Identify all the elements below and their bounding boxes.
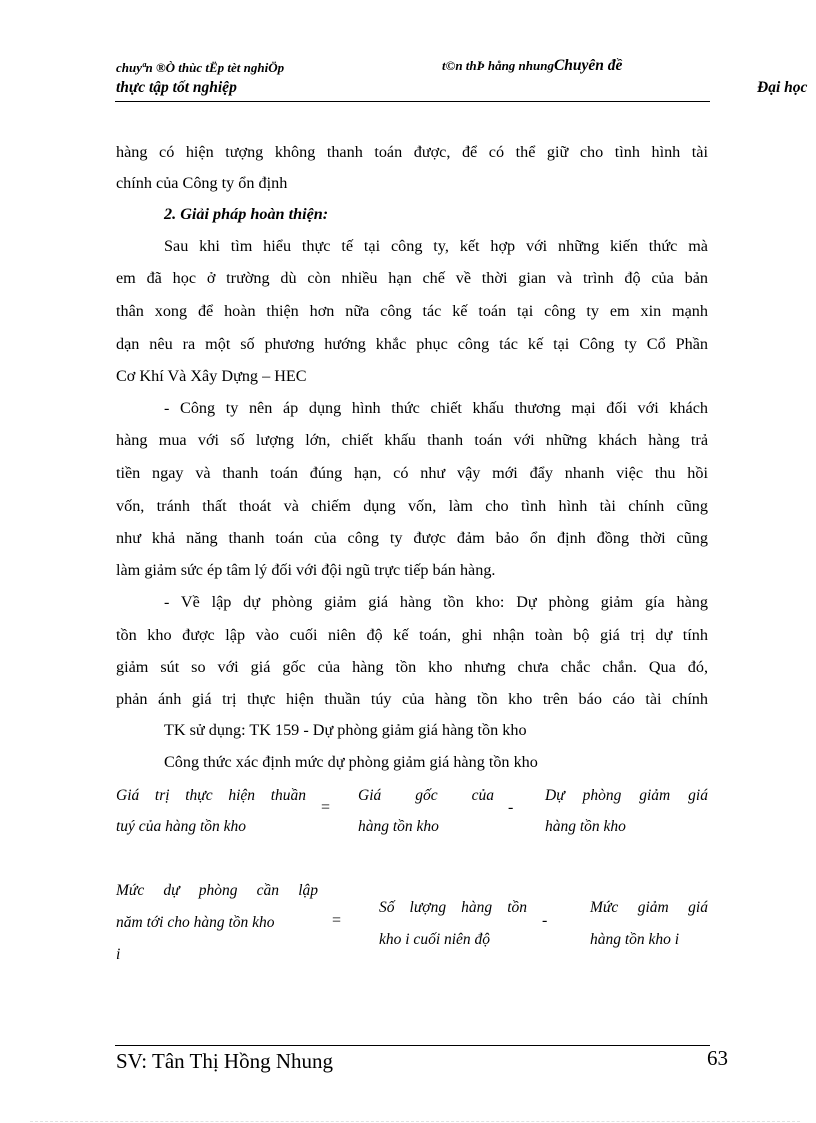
formula-2-equals: = xyxy=(332,912,342,929)
p1-line-1: hàng có hiện tượng không thanh toán được, để có thể giữ cho tình hình tài xyxy=(116,143,708,161)
p3-line-2: hàng mua với số lượng lớn, chiết khấu thanh toán với những khách hàng trả xyxy=(116,431,708,449)
footer-divider xyxy=(115,1045,710,1046)
p3-line-3: tiền ngay và thanh toán đúng hạn, có như vậy mới đẩy nhanh việc thu hồi xyxy=(116,464,708,482)
p3-line-1: - Công ty nên áp dụng hình thức chiết khấu thương mại đối với khách xyxy=(164,399,708,417)
header-center xyxy=(442,57,622,75)
header-right: Đại học xyxy=(757,79,808,96)
formula-2-minus: - xyxy=(542,912,548,929)
p2-line-4: dạn nêu ra một số phương hướng khắc phục công tác kế tại Công ty Cổ Phần xyxy=(116,335,708,353)
p2-line-2: em đã học ở trường dù còn nhiều hạn chế về thời gian và trình độ của bản xyxy=(116,269,708,287)
section-heading: 2. Giải pháp hoàn thiện: xyxy=(164,205,329,223)
formula-2-term-a-line-2: kho i cuối niên độ xyxy=(379,931,491,948)
formula-2-lhs-line-1: Mức dự phòng cần lập xyxy=(116,882,318,899)
p1-line-2: chính của Công ty ổn định xyxy=(116,174,288,192)
formula-2-lhs-line-2: năm tới cho hàng tồn kho xyxy=(116,914,275,931)
header-left-top: chuyªn ®Ò thùc tËp tèt nghiÖp xyxy=(116,60,285,75)
p4-line-2: tồn kho được lập vào cuối niên độ kế toán, ghi nhận toàn bộ giá trị dự tính xyxy=(116,626,708,644)
p2-line-5: Cơ Khí Và Xây Dựng – HEC xyxy=(116,367,307,385)
formula-1-minus: - xyxy=(508,799,514,816)
p3-line-6: làm giảm sức ép tâm lý đối với đội ngũ trực tiếp bán hàng. xyxy=(116,561,496,579)
p3-line-4: vốn, tránh thất thoát và chiếm dụng vốn, làm cho tình hình tài chính cũng xyxy=(116,497,708,515)
formula-2-term-a-line-1: Số lượng hàng tồn xyxy=(379,899,527,916)
p2-line-3: thân xong để hoàn thiện hơn nữa công tác kế toán tại công ty em xin mạnh xyxy=(116,302,708,320)
page-bottom-edge xyxy=(30,1121,800,1122)
header-center-title: Chuyên đề xyxy=(553,57,623,74)
p4-line-1: - Về lập dự phòng giảm giá hàng tồn kho: Dự phòng giảm gía hàng xyxy=(164,593,708,611)
formula-1-term-a-line-2: hàng tồn kho xyxy=(358,818,439,835)
page-number: 63 xyxy=(707,1046,728,1070)
formula-1-lhs-line-2: tuý của hàng tồn kho xyxy=(116,818,247,835)
formula-1-term-a-line-1: Giá gốc của xyxy=(358,787,494,804)
formula-1-equals: = xyxy=(321,799,331,816)
formula-2-term-b-line-2: hàng tồn kho i xyxy=(590,931,680,948)
formula-1-term-b-line-2: hàng tồn kho xyxy=(545,818,626,835)
tk-line: TK sử dụng: TK 159 - Dự phòng giảm giá hàng tồn kho xyxy=(164,721,527,739)
header-divider xyxy=(115,101,710,102)
p3-line-5: như khả năng thanh toán của công ty được đảm bảo ổn định đồng thời cũng xyxy=(116,529,708,547)
footer-student-name: SV: Tân Thị Hồng Nhung xyxy=(116,1049,334,1073)
formula-2-lhs-line-3: i xyxy=(116,946,121,963)
header-left-bottom: thực tập tốt nghiệp xyxy=(116,79,237,96)
p4-line-3: giảm sút so với giá gốc của hàng tồn kho nhưng chưa chắc chắn. Qua đó, xyxy=(116,658,708,676)
p4-line-4: phản ánh giá trị thực hiện thuần túy của hàng tồn kho trên báo cáo tài chính xyxy=(116,690,708,708)
header-author: t©n thÞ hång nhung xyxy=(442,58,554,73)
formula-2-term-b-line-1: Mức giảm giá xyxy=(590,899,708,916)
formula-intro: Công thức xác định mức dự phòng giảm giá hàng tồn kho xyxy=(164,753,538,771)
formula-1-lhs-line-1: Giá trị thực hiện thuần xyxy=(116,787,306,804)
p2-line-1: Sau khi tìm hiểu thực tế tại công ty, kết hợp với những kiến thức mà xyxy=(164,237,708,255)
formula-1-term-b-line-1: Dự phòng giảm giá xyxy=(545,787,708,804)
